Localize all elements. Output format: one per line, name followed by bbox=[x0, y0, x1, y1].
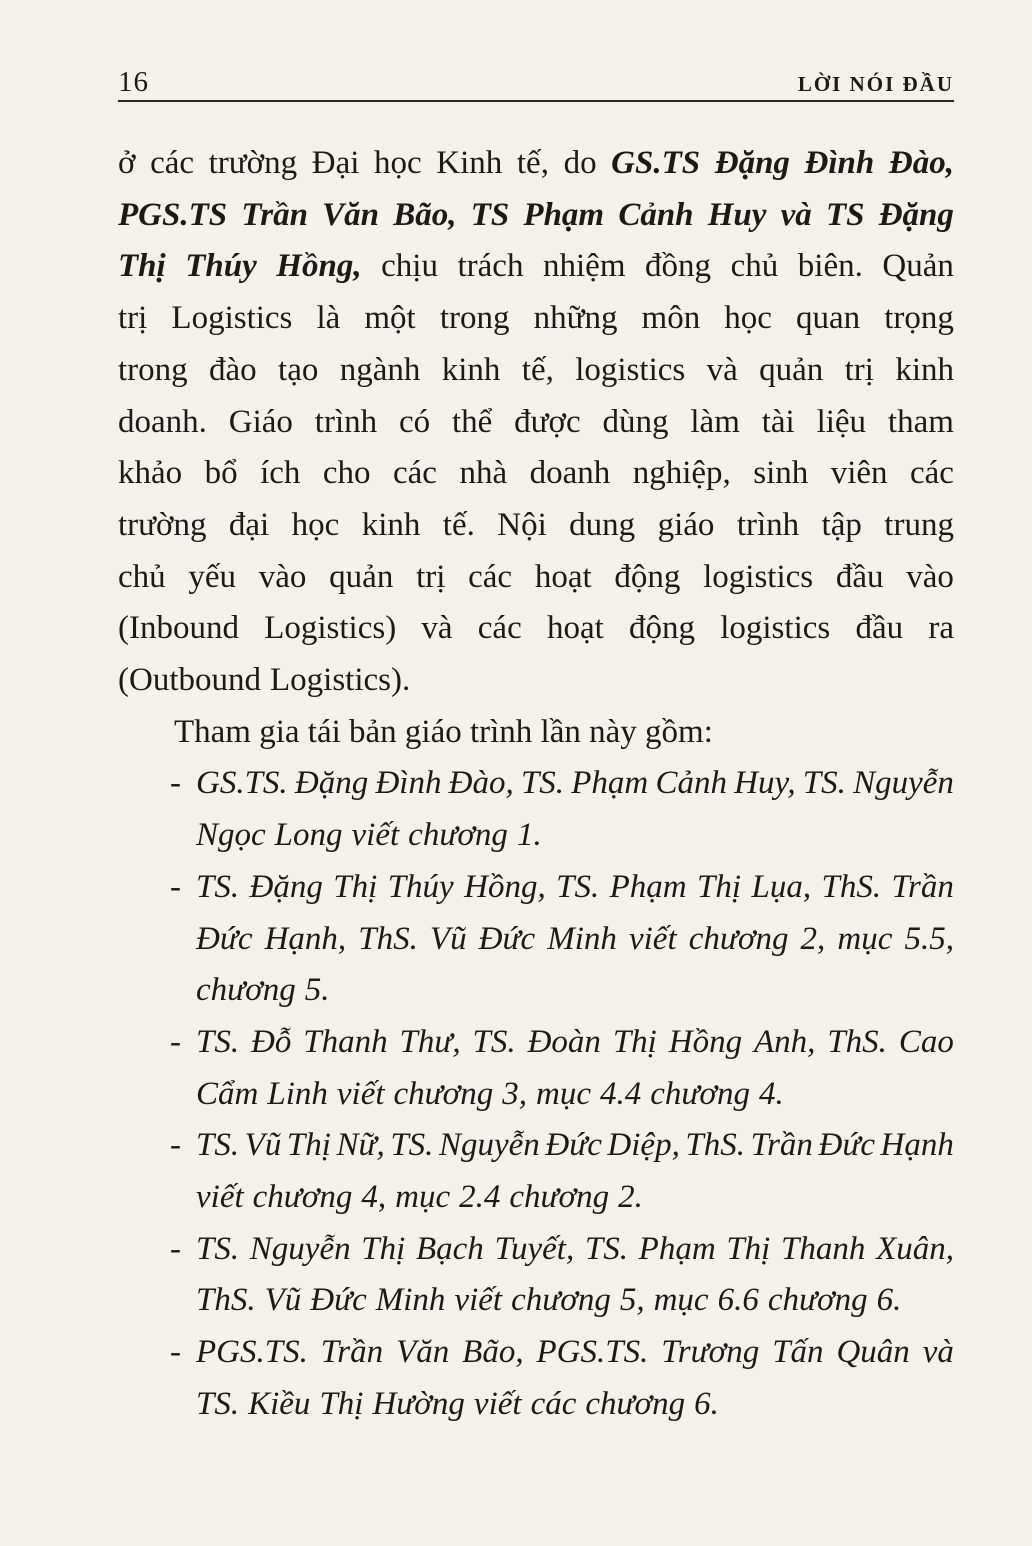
list-dash: - bbox=[170, 868, 181, 905]
author-item-continuation: Cẩm Linh viết chương 3, mục 4.4 chương 4. bbox=[196, 1075, 784, 1112]
paragraph-line: PGS.TS Trần Văn Bão, TS Phạm Cảnh Huy và TS Đặng bbox=[118, 196, 954, 233]
author-item: - TS. Vũ Thị Nữ, TS. Nguyễn Đức Diệp, ThS. Trần Đức Hạnh bbox=[118, 1120, 954, 1172]
author-item: - TS. Đỗ Thanh Thư, TS. Đoàn Thị Hồng Anh, ThS. Cao bbox=[118, 1017, 954, 1069]
page-header bbox=[118, 64, 954, 102]
paragraph-line: (Inbound Logistics) và các hoạt động logistics đầu ra bbox=[118, 610, 954, 647]
author-item: - TS. Đặng Thị Thúy Hồng, TS. Phạm Thị Lụa, ThS. Trần bbox=[118, 862, 954, 914]
list-dash: - bbox=[170, 765, 181, 802]
author-item: - GS.TS. Đặng Đình Đào, TS. Phạm Cảnh Huy, TS. Nguyễn bbox=[118, 758, 954, 810]
author-list bbox=[118, 758, 954, 1430]
author-item: - PGS.TS. Trần Văn Bão, PGS.TS. Trương Tấn Quân và bbox=[118, 1327, 954, 1379]
body-text bbox=[118, 138, 954, 1431]
author-item-continuation: ThS. Vũ Đức Minh viết chương 5, mục 6.6 chương 6. bbox=[196, 1282, 902, 1319]
paragraph-line: khảo bổ ích cho các nhà doanh nghiệp, sinh viên các bbox=[118, 455, 954, 492]
running-head: LỜI NÓI ĐẦU bbox=[797, 72, 954, 96]
paragraph-line: Thị Thúy Hồng, chịu trách nhiệm đồng chủ biên. Quản bbox=[118, 248, 954, 285]
paragraph-line: chủ yếu vào quản trị các hoạt động logistics đầu vào bbox=[118, 558, 954, 595]
paragraph-line: doanh. Giáo trình có thể được dùng làm tài liệu tham bbox=[118, 403, 954, 440]
author-item-continuation: chương 5. bbox=[196, 972, 330, 1009]
paragraph-line: trường đại học kinh tế. Nội dung giáo trình tập trung bbox=[118, 506, 954, 543]
paragraph-1 bbox=[118, 138, 954, 707]
page-number: 16 bbox=[118, 66, 149, 98]
paragraph-line: trị Logistics là một trong những môn học quan trọng bbox=[118, 300, 954, 337]
paragraph-line: (Outbound Logistics). bbox=[118, 662, 411, 699]
author-item-continuation: TS. Kiều Thị Hường viết các chương 6. bbox=[196, 1385, 719, 1422]
list-dash: - bbox=[170, 1334, 181, 1371]
paragraph-2-intro: Tham gia tái bản giáo trình lần này gồm: bbox=[174, 713, 713, 750]
author-item: - TS. Nguyễn Thị Bạch Tuyết, TS. Phạm Thị Thanh Xuân, bbox=[118, 1224, 954, 1276]
paragraph-line: ở các trường Đại học Kinh tế, do GS.TS Đặng Đình Đào, bbox=[118, 145, 954, 181]
list-dash: - bbox=[170, 1127, 181, 1164]
author-item-continuation: Đức Hạnh, ThS. Vũ Đức Minh viết chương 2, mục 5.5, bbox=[196, 920, 954, 957]
list-dash: - bbox=[170, 1230, 181, 1267]
author-item-continuation: Ngọc Long viết chương 1. bbox=[196, 817, 542, 854]
author-item-continuation: viết chương 4, mục 2.4 chương 2. bbox=[196, 1179, 643, 1216]
paragraph-line: trong đào tạo ngành kinh tế, logistics và quản trị kinh bbox=[118, 351, 954, 388]
list-dash: - bbox=[170, 1023, 181, 1060]
